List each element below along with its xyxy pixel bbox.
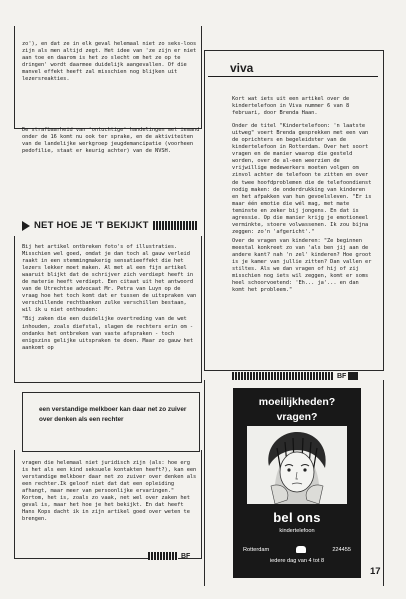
body-paragraph-2: "Bij zaken die een duidelijke overtreding van de wet inhouden, zoals diefstal, slagen de rechters erin om - ondanks het ontbreken van vaste afspraken - toch enigszins gelijke uitspraken te doen. Maar zo gauw het aankomt op [22,316,194,351]
viva-header [208,62,378,74]
ad-service: kindertelefoon [279,528,315,534]
ad-phone: 224455 [332,546,351,553]
ad-hours: iedere dag van 4 tot 8 [269,558,325,564]
pull-quote-text: een verstandige melkboer kan daar net zo zuiver over denken als een rechter [39,406,187,423]
left-intro [22,41,200,89]
right-signature [232,372,358,380]
magazine-title: viva [230,61,254,75]
intro-paragraph-1: zo'), en dat ze in elk geval helemaal niet zo seks-loos zijn als men altijd zegt. Het idee van 'ze zijn er niet aan toe en daarom is het zo slecht om het ze op te dringen' wordt daarmee duidelijk aangevallen. Of die manvel effekt heeft zal misschien nog blijken uit lezersreakties. [22,41,197,83]
signature-stripes [148,552,178,560]
striped-rule [153,221,198,230]
signature-block [348,372,358,380]
page-number: 17 [370,566,381,577]
right-intro: Kort wat iets uit een artikel over de kindertelefoon in Viva nummer 6 van 8 februari, door Brenda Haan. [232,96,350,117]
right-body [232,96,374,300]
left-body [22,244,198,358]
left-signature [148,552,190,560]
right-paragraph-1: Onder de titel "Kindertelefoon: 'n laatste uitweg" voert Brenda gesprekken met een van de oprichters en begeleidster van de kindertelefoon in Rotterdam. Over het soort vragen en de manier waarop die gesteld worden, over de al-een weerzien de vrijwillige medewerkers moeten volgen om zinvol achter de telefoon te zitten en over de twee hoofdproblemen die de telefoondienst nodig maken: de onderdrukking van kinderen en het afpakken van hun gevoelsleven. "Er is maar één emotie die wél mag, met mate teminste en zeker bij jongens. En dat is agressie. Op die manier krijg je emotioneel verminkte, stoere volwassenen. Ik zou bijna zeggen: zo'n 'afgericht'." [232,123,372,235]
signature-text-right: BF [337,372,347,380]
section-heading [22,220,198,231]
left-intro-2 [22,127,200,161]
body-paragraph-1: Bij het artikel ontbreken foto's of illustraties. Misschien wel goed, omdat je dan toch al gauw verleid raakt in een stemmingmakerig sensatieeffekt die het lezers lekker moet maken. Al met al een fijn artikel waaruit blijkt dat de schrijver zich verdiept heeft in de materie heeft verdiept. Een citaat uit het antwoord van de Utrechtse advocaat Mr. Petra van Luyn op de vraag hoe het toch komt dat er tussen de uitspraken van verschillende rechtbanken zulke verschillen bestaan, wil ik u niet onthouden: [22,244,197,314]
signature-text: BF [181,552,191,560]
ad-call-to-action: bel ons [273,510,321,525]
pull-quote-box [22,392,200,452]
ad-city: Rotterdam [243,546,270,553]
right-paragraph-2: Over de vragen van kinderen: "Ze beginnen meestal konkreet zo van 'als ben jij aan de andere kant? nah 'n zel' kinderen? Hoe groot is je kamer van jullie zitten? Dan vallen er stiltes. Als we dan vragen of hij of zij misschien nog iets wil zeggen, komt er soms heel schoorvoetend: 'Eh... ja'... en dan komt het probleem." [232,237,372,294]
ad-headline-1: moeilijkheden? [258,396,336,408]
triangle-icon [22,221,30,231]
right-bottom-frame [204,380,384,586]
closing-paragraph: vragen die helemaal niet juridisch zijn (als: hoe erg is het als een kind seksuele kontakten heeft?), kan een verstandige melkboer daar net zo zuiver over denken als een rechter.Ik geloof niet dat dat een opleiding afhangt, maar meer van persoonlijke ervaringen." Kortom, het is, zoals zo vaak, net wel over zaken het geval is, maar het hoe je het bekijkt. En dat heeft Hans Kops dacht ik in zijn artikel goed over weten te brengen. [22,460,197,523]
intro-paragraph-2: De strafbaarheid van 'ontuchtige' handelingen met iemand onder de 16 komt nu ook ter sprake, en de aktiviteiten van de landelijke werkgroep jeugdemancipatie (voorheen pedofilie, staat er keurig achter) van de NVSH. [22,127,200,155]
signature-stripes-right [232,372,334,380]
header-rule [208,76,378,77]
left-closing [22,460,198,529]
section-title: NET HOE JE 'T BEKIJKT [34,220,149,231]
ad-headline-2: vragen? [276,411,318,423]
